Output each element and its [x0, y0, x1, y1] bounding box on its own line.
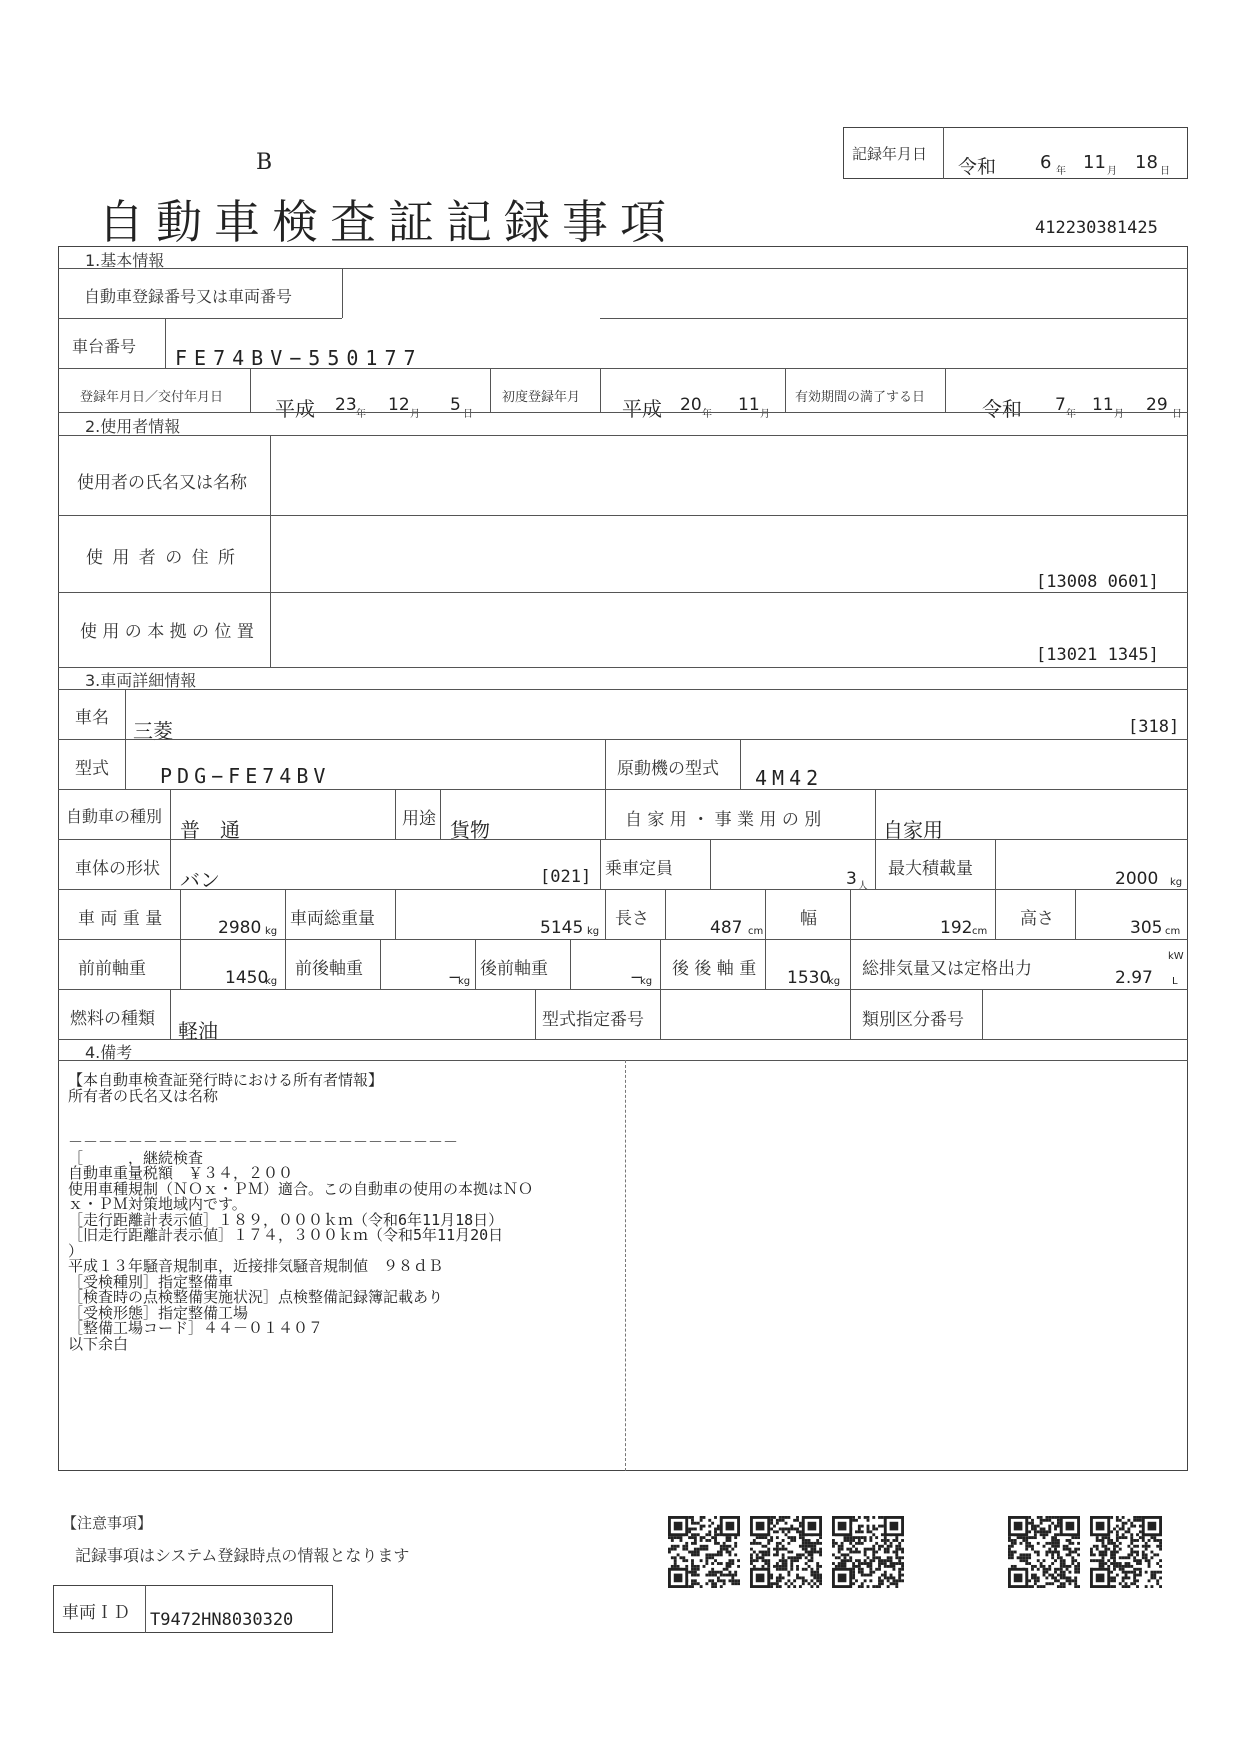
record-date-year: 6 — [1040, 152, 1052, 173]
displacement-unit-kw: kW — [1168, 951, 1184, 962]
remarks-line: 所有者の氏名又は名称 — [68, 1086, 219, 1105]
qr-code-2 — [750, 1516, 822, 1588]
notice-text: 記録事項はシステム登録時点の情報となります — [75, 1546, 410, 1565]
reg-date-year-unit: 年 — [356, 409, 366, 420]
rear-rear-axle-unit: kg — [828, 976, 841, 987]
rear-front-axle-unit: kg — [640, 976, 653, 987]
reg-date-era: 平成 — [275, 397, 315, 421]
use: 貨物 — [450, 818, 490, 842]
type-no-label: 型式指定番号 — [542, 1010, 644, 1030]
body-label: 車体の形状 — [75, 859, 160, 879]
engine: 4M42 — [755, 766, 824, 790]
section-1-title: 1.基本情報 — [85, 251, 165, 270]
engine-label: 原動機の型式 — [617, 759, 719, 779]
remarks-line: 使用車種規制（ＮＯｘ・ＰＭ）適合。この自動車の使用の本拠はＮＯ — [68, 1179, 534, 1198]
use-label: 用途 — [402, 809, 436, 829]
max-load-label: 最大積載量 — [888, 859, 973, 879]
gross-unit: kg — [587, 926, 600, 937]
remarks-line: ［検査時の点検整備実施状況］点検整備記録簿記載あり — [68, 1288, 444, 1306]
reg-date-label: 登録年月日／交付年月日 — [80, 390, 224, 405]
reg-date-day-unit: 日 — [463, 409, 473, 420]
user-name-label: 使用者の氏名又は名称 — [77, 473, 247, 493]
weight-label: 車 両 重 量 — [78, 909, 163, 929]
section-4-title: 4.備考 — [85, 1043, 133, 1062]
expiry-label: 有効期間の満了する日 — [795, 390, 926, 405]
gross: 5145 — [540, 918, 584, 938]
chassis-label: 車台番号 — [72, 337, 137, 356]
expiry-year: 7 — [1055, 395, 1066, 415]
width-label: 幅 — [800, 909, 817, 929]
remarks-line: －－－－－－－－－－－－－－－－－－－－－－－－－－ — [68, 1133, 459, 1151]
page-title: 自動車検査証記録事項 — [98, 195, 678, 249]
remarks-line: ［受検種別］指定整備車 — [68, 1272, 234, 1291]
body-code: [021] — [540, 867, 592, 887]
expiry-month: 11 — [1092, 395, 1114, 415]
front-front-axle-unit: kg — [265, 976, 278, 987]
front-rear-axle-label: 前後軸重 — [295, 959, 363, 979]
front-front-axle-label: 前前軸重 — [78, 959, 146, 979]
doc-number: 412230381425 — [1035, 218, 1158, 238]
record-date-year-unit: 年 — [1056, 166, 1066, 177]
displacement: 2.97 — [1115, 968, 1153, 988]
remarks-line: ［旧走行距離計表示値］１７４，３００ｋｍ（令和5年11月20日 — [68, 1226, 504, 1244]
record-date-day-unit: 日 — [1160, 166, 1170, 177]
rear-rear-axle-label: 後 後 軸 重 — [672, 959, 757, 979]
private-label: 自 家 用 ・ 事 業 用 の 別 — [625, 810, 822, 830]
vehicle-id: T9472HN8030320 — [150, 1610, 294, 1630]
kind: 普 通 — [180, 818, 240, 842]
b-mark: B — [256, 150, 273, 175]
rear-front-axle: − — [630, 968, 643, 986]
max-load: 2000 — [1115, 869, 1159, 889]
user-address-code: [13008 0601] — [1036, 572, 1159, 592]
record-date-day: 18 — [1135, 152, 1158, 173]
length: 487 — [710, 918, 743, 938]
class-no-label: 類別区分番号 — [862, 1010, 964, 1030]
qr-code-3 — [832, 1516, 904, 1588]
remarks-line: 自動車重量税額 ￥３４，２００ — [68, 1164, 294, 1182]
first-reg-year-unit: 年 — [702, 409, 712, 420]
width-unit: cm — [972, 926, 988, 937]
height-unit: cm — [1165, 926, 1181, 937]
first-reg-month-unit: 月 — [760, 409, 770, 420]
record-date-month: 11 — [1083, 152, 1106, 173]
fuel-label: 燃料の種類 — [70, 1009, 155, 1029]
expiry-month-unit: 月 — [1114, 409, 1124, 420]
private: 自家用 — [883, 818, 943, 842]
expiry-day-unit: 日 — [1172, 409, 1182, 420]
max-load-unit: kg — [1170, 877, 1183, 888]
remarks-line: ［整備工場コード］４４－０１４０７ — [68, 1319, 324, 1337]
reg-date-day: 5 — [450, 395, 461, 415]
remarks-line — [68, 1104, 533, 1120]
remarks-line: ｘ・ＰＭ対策地域内です。 — [68, 1195, 247, 1213]
qr-code-1 — [668, 1516, 740, 1588]
length-label: 長さ — [615, 909, 649, 929]
rear-front-axle-label: 後前軸重 — [480, 959, 548, 979]
first-reg-month: 11 — [738, 395, 760, 415]
gross-label: 車両総重量 — [290, 909, 375, 929]
reg-no-label: 自動車登録番号又は車両番号 — [84, 287, 293, 306]
capacity-label: 乗車定員 — [605, 859, 673, 879]
remarks-line: 以下余白 — [68, 1334, 129, 1353]
vehicle-name: 三菱 — [133, 719, 173, 743]
section-2-title: 2.使用者情報 — [85, 417, 181, 436]
chassis-number: FE74BV−550177 — [175, 346, 423, 370]
front-rear-axle-unit: kg — [458, 976, 471, 987]
user-base-code: [13021 1345] — [1036, 645, 1159, 665]
reg-date-month: 12 — [388, 395, 410, 415]
record-date-label: 記録年月日 — [852, 145, 928, 163]
qr-code-5 — [1090, 1516, 1162, 1588]
vehicle-name-label: 車名 — [75, 708, 109, 728]
expiry-year-unit: 年 — [1066, 409, 1076, 420]
model: PDG−FE74BV — [160, 764, 331, 788]
weight-unit: kg — [265, 926, 278, 937]
displacement-unit-l: L — [1172, 976, 1178, 987]
remarks-line: ） — [68, 1241, 84, 1260]
front-front-axle: 1450 — [225, 968, 269, 988]
first-reg-label: 初度登録年月 — [502, 390, 581, 405]
qr-code-4 — [1008, 1516, 1080, 1588]
capacity-unit: 人 — [858, 881, 868, 892]
model-label: 型式 — [75, 759, 109, 779]
remarks-text — [68, 1073, 533, 1352]
reg-date-month-unit: 月 — [410, 409, 420, 420]
expiry-day: 29 — [1146, 395, 1168, 415]
vehicle-name-code: [318] — [1128, 717, 1180, 737]
remarks-line: ［ ，継続検査 — [68, 1148, 204, 1167]
length-unit: cm — [748, 926, 764, 937]
record-date-month-unit: 月 — [1107, 166, 1117, 177]
displacement-label: 総排気量又は定格出力 — [862, 959, 1032, 979]
notice-title: 【注意事項】 — [62, 1514, 153, 1532]
capacity: 3 — [846, 869, 857, 889]
record-date-era: 令和 — [958, 156, 997, 178]
vehicle-id-label: 車両ＩＤ — [62, 1603, 130, 1623]
front-rear-axle: − — [448, 968, 461, 986]
user-base-label: 使 用 の 本 拠 の 位 置 — [80, 622, 254, 642]
weight: 2980 — [218, 918, 262, 938]
remarks-line: ［走行距離計表示値］１８９，０００ｋｍ（令和6年11月18日） — [68, 1210, 504, 1229]
height-label: 高さ — [1020, 909, 1054, 929]
section-3-title: 3.車両詳細情報 — [85, 671, 197, 690]
expiry-era: 令和 — [982, 397, 1022, 421]
reg-date-year: 23 — [335, 395, 357, 415]
kind-label: 自動車の種別 — [66, 807, 163, 826]
body: バン — [180, 868, 220, 892]
remarks-line: 【本自動車検査証発行時における所有者情報】 — [68, 1071, 384, 1089]
remarks-line: 平成１３年騒音規制車，近接排気騒音規制値 ９８ｄＢ — [68, 1257, 444, 1275]
height: 305 — [1130, 918, 1163, 938]
user-address-label: 使 用 者 の 住 所 — [86, 548, 238, 568]
rear-rear-axle: 1530 — [787, 968, 831, 988]
remarks-line: ［受検形態］指定整備工場 — [68, 1303, 249, 1322]
first-reg-era: 平成 — [622, 397, 662, 421]
first-reg-year: 20 — [680, 395, 702, 415]
fuel: 軽油 — [178, 1019, 218, 1043]
width: 192 — [940, 918, 973, 938]
